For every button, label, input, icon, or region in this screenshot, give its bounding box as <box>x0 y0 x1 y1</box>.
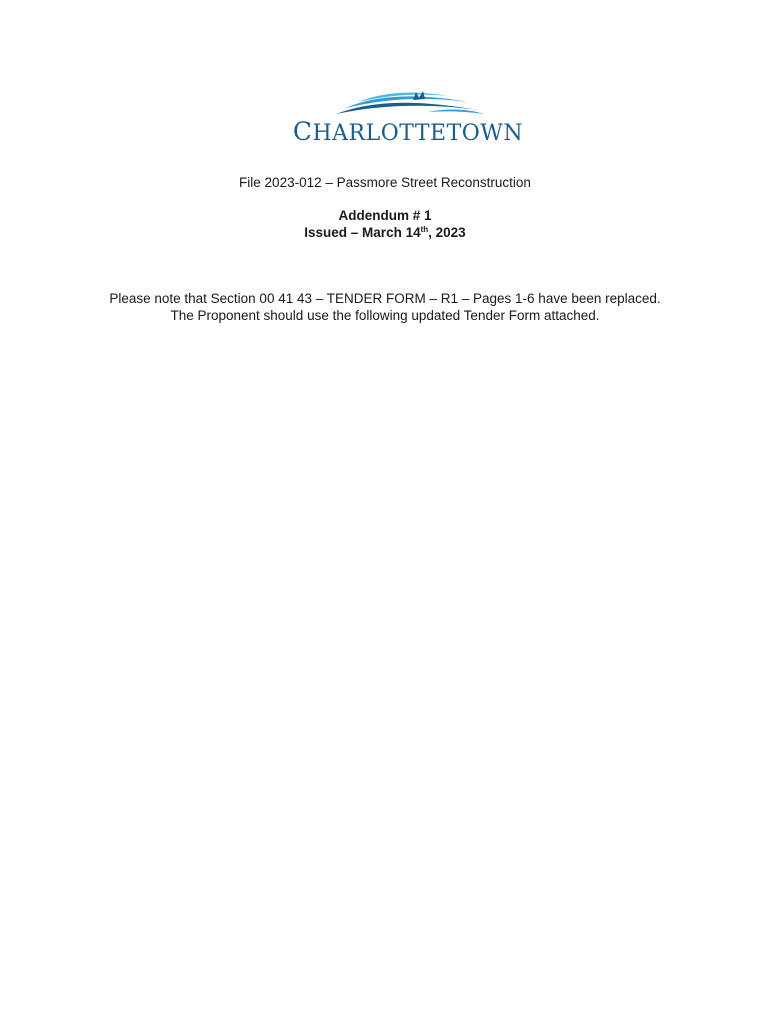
issued-date-ordinal: th <box>420 225 429 234</box>
issued-date-suffix: , 2023 <box>428 225 466 240</box>
addendum-number: Addendum # 1 <box>338 208 432 223</box>
file-title: File 2023-012 – Passmore Street Reconstruction <box>239 175 531 190</box>
issued-date <box>0 224 770 241</box>
issued-date-prefix: Issued – March 14 <box>304 225 421 240</box>
logo-wordmark-initial: C <box>292 117 313 146</box>
logo-wordmark <box>283 118 533 148</box>
charlottetown-logo <box>283 88 533 148</box>
notice-line-1: Please note that Section 00 41 43 – TENDER FORM – R1 – Pages 1-6 have been replaced. <box>109 291 661 306</box>
notice-line-2: The Proponent should use the following updated Tender Form attached. <box>170 308 600 323</box>
logo-wordmark-rest: HARLOTTETOWN <box>312 121 524 146</box>
wave-logo-icon <box>328 88 488 120</box>
